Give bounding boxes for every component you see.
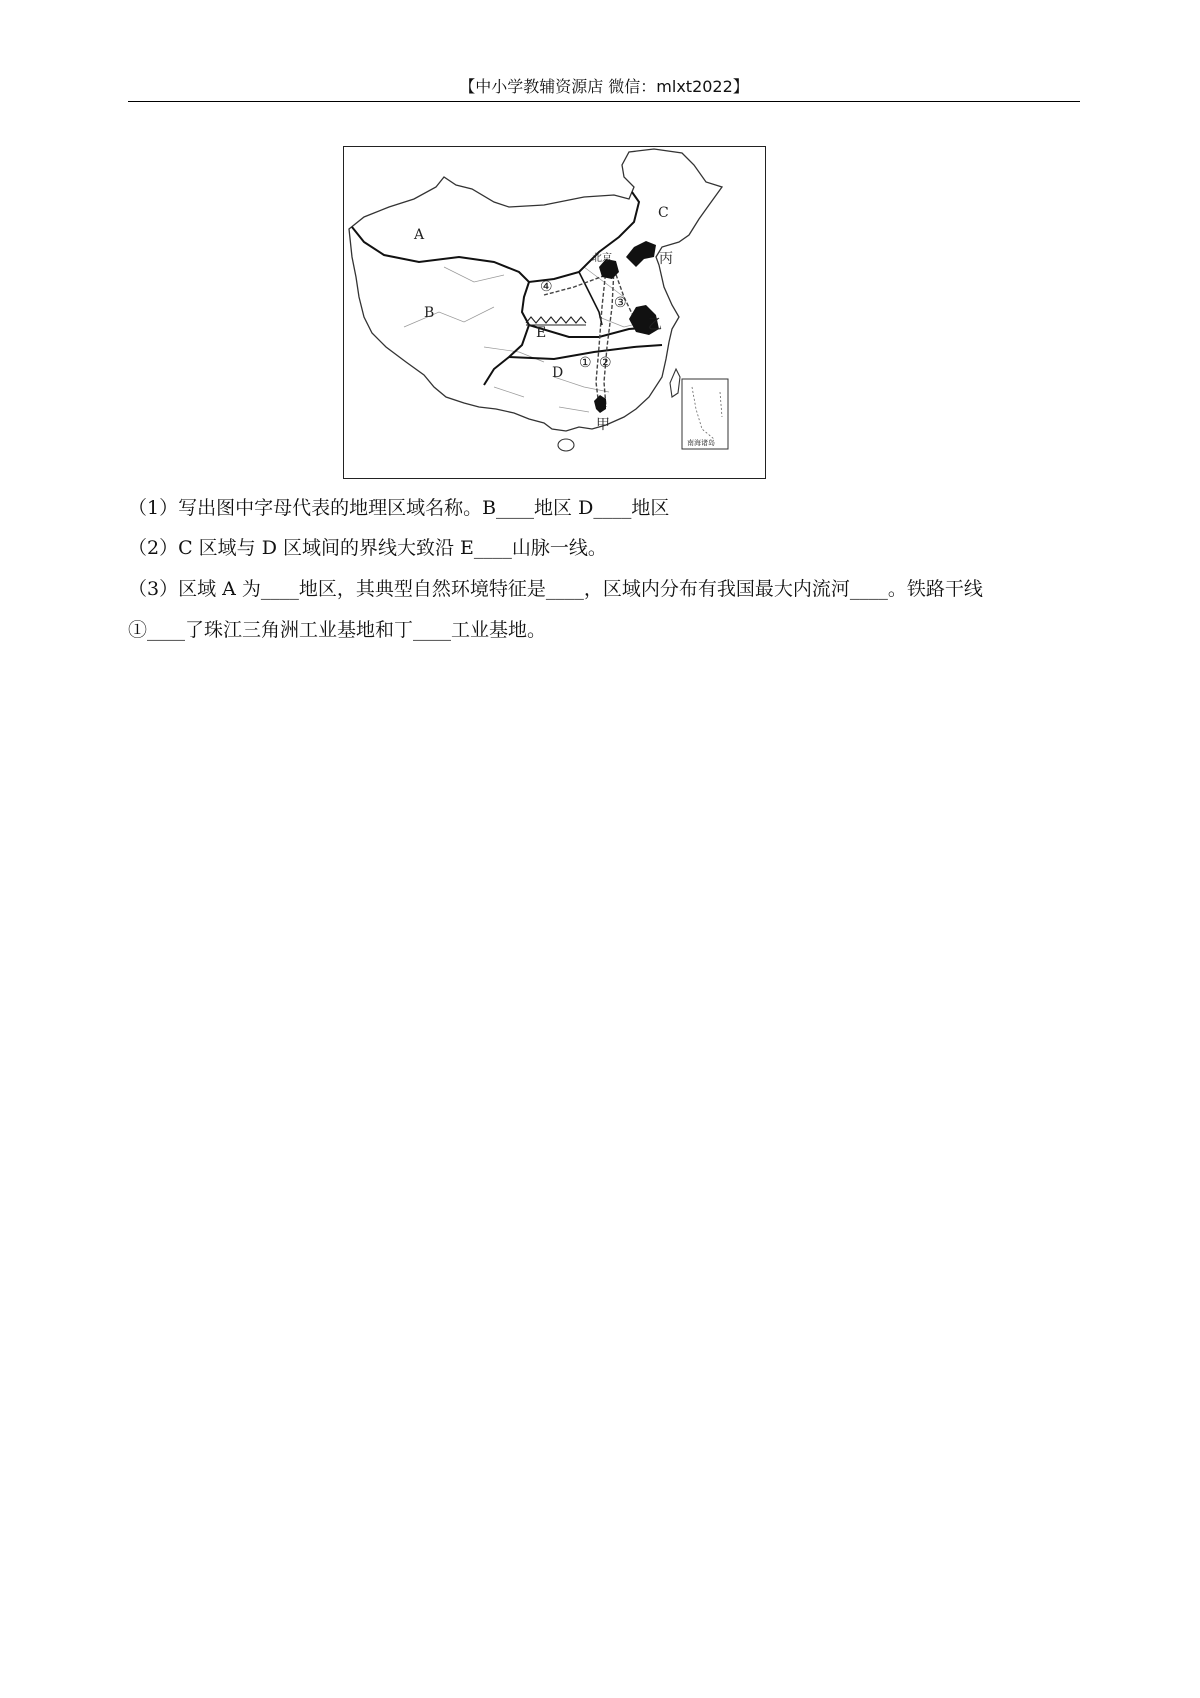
- region-label-d: D: [552, 365, 564, 381]
- place-label-yi: 乙: [648, 317, 662, 333]
- industrial-base-bing: [626, 241, 656, 267]
- place-label-bing: 丙: [659, 251, 673, 267]
- boundary-b-east: [484, 282, 529, 385]
- hainan-island: [558, 439, 574, 451]
- question-1: （1）写出图中字母代表的地理区域名称。B____地区 D____地区: [128, 497, 670, 519]
- map-figure: [344, 147, 764, 477]
- taiwan-island: [670, 369, 680, 397]
- place-label-beijing: 北京: [592, 253, 612, 264]
- page-header: 【中小学教辅资源店 微信：mlxt2022】: [459, 77, 749, 96]
- region-label-c: C: [658, 205, 669, 221]
- header-divider: [128, 101, 1080, 102]
- region-label-a: A: [414, 227, 425, 243]
- inset-label: 南海诸岛: [687, 439, 715, 447]
- china-outline: [349, 149, 722, 431]
- question-2: （2）C 区域与 D 区域间的界线大致沿 E____山脉一线。: [128, 537, 607, 559]
- industrial-base-jia: [594, 395, 606, 413]
- railway-label-3: ③: [614, 295, 627, 311]
- region-label-e: E: [536, 325, 547, 341]
- region-label-b: B: [424, 305, 435, 321]
- question-3-continued: ①____了珠江三角洲工业基地和丁____工业基地。: [128, 619, 547, 641]
- railway-label-2: ②: [599, 355, 612, 371]
- mountain-range-symbol: [526, 317, 586, 325]
- boundary-north-china: [579, 272, 602, 325]
- place-label-jia: 甲: [596, 417, 610, 433]
- china-regions-map: [343, 146, 766, 479]
- question-3: （3）区域 A 为____地区，其典型自然环境特征是____，区域内分布有我国最大内流河____。铁路干线: [128, 578, 983, 600]
- railway-label-4: ④: [540, 279, 553, 295]
- railway-label-1: ①: [579, 355, 592, 371]
